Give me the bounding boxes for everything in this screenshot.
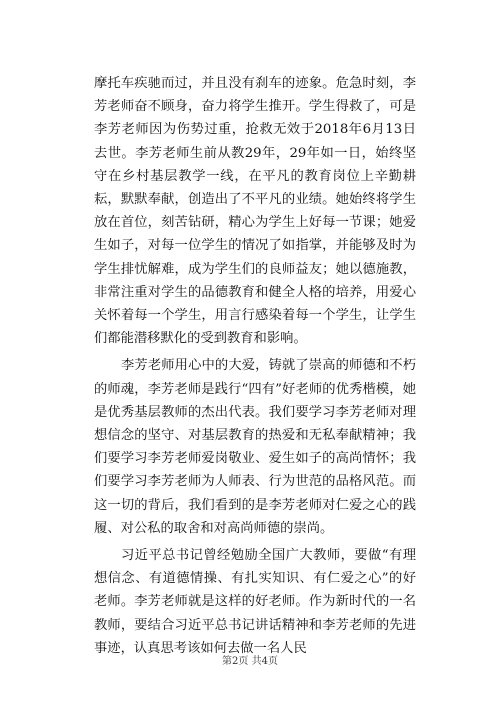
- document-body: [94, 72, 416, 664]
- paragraph-2: 李芳老师用心中的大爱，铸就了崇高的师德和不朽的师魂，李芳老师是践行“四有”好老师的优秀楷模，她是优秀基层教师的杰出代表。我们要学习李芳老师对理想信念的坚守、对基层教育的热爱和无私奉献精神；我们要学习李芳老师爱岗敬业、爱生如子的高尚情怀；我们要学习李芳老师为人师表、行为世范的品格风范。而这一切的背后，我们看到的是李芳老师对仁爱之心的践履、对公私的取舍和对高尚师德的崇尚。: [94, 358, 416, 536]
- page-footer: 第2页 共4页: [222, 656, 278, 667]
- paragraph-3: 习近平总书记曾经勉励全国广大教师，要做“有理想信念、有道德情操、有扎实知识、有仁爱之心”的好老师。李芳老师就是这样的好老师。作为新时代的一名教师，要结合习近平总书记讲话精神和李芳老师的先进事迹，认真思考该如何去做一名人民: [94, 548, 416, 656]
- paragraph-1: 摩托车疾驰而过，并且没有刹车的迹象。危急时刻，李芳老师奋不顾身，奋力将学生推开。学生得救了，可是李芳老师因为伤势过重，抢救无效于2018年6月13日去世。李芳老师生前从教29年，29年如一日，始终坚守在乡村基层教学一线，在平凡的教育岗位上辛勤耕耘，默默奉献，创造出了不平凡的业绩。她始终将学生放在首位，刻苦钻研，精心为学生上好每一节课；她爱生如子，对每一位学生的情况了如指掌，并能够及时为学生排忧解难，成为学生们的良师益友；她以德施教，非常注重对学生的品德教育和健全人格的培养，用爱心关怀着每一个学生，用言行感染着每一个学生，让学生们都能潜移默化的受到教育和影响。: [94, 76, 416, 347]
